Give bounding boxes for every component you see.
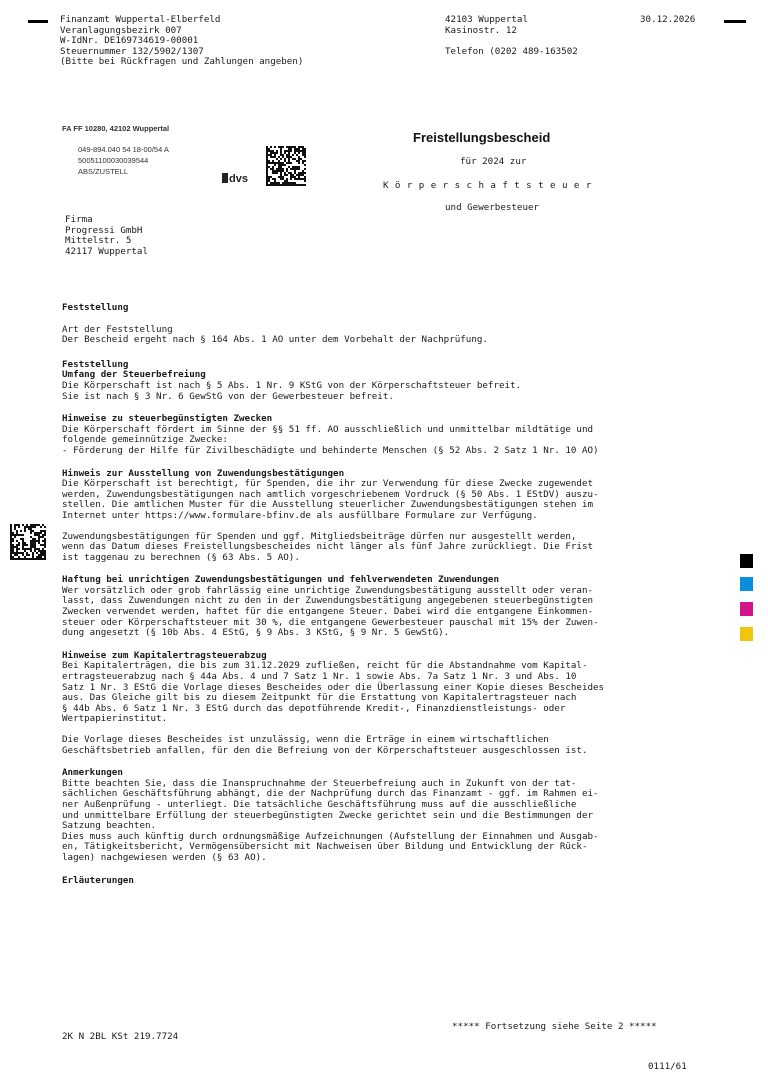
mail-code-line: 049-894.040 54 18-00/54 A [78, 145, 169, 154]
section [62, 414, 722, 456]
tax-office-block [60, 15, 303, 68]
tax-office-line: Veranlagungsbezirk 007 [60, 24, 182, 36]
mail-block [78, 144, 169, 177]
text-line: steuer oder Körperschaftsteuer mit 30 %, die entgangene Gewerbesteuer pauschal mit 15% der Zuwen- [62, 616, 599, 628]
document-title: Freistellungsbescheid [413, 130, 551, 145]
section-heading: Hinweise zu steuerbegünstigten Zwecken [62, 413, 273, 425]
tax-office-line: (Bitte bei Rückfragen und Zahlungen angeben) [60, 56, 304, 68]
section [62, 876, 722, 887]
section [62, 303, 722, 346]
text-line: Dies muss auch künftig durch ordnungsmäßige Aufzeichnungen (Aufstellung der Einnahmen und Ausgab- [62, 830, 599, 842]
text-line: en, Tätigkeitsbericht, Vermögensübersicht mit Nachweisen über Bildung und Entwicklung der Rück- [62, 841, 588, 853]
text-line: Geschäftsbetrieb anfallen, für den die Befreiung von der Körperschaftsteuer ausgeschlossen ist. [62, 744, 588, 756]
side-datamatrix-code [10, 524, 46, 560]
document-body [62, 303, 722, 886]
color-mark-cyan [740, 577, 753, 591]
paragraph [62, 479, 722, 521]
paragraph [62, 381, 722, 402]
text-line: lagen) nachgewiesen werden (§ 63 AO). [62, 851, 267, 863]
paragraph [62, 532, 722, 564]
text-line: § 44b Abs. 6 Satz 1 Nr. 3 EStG durch das depotführende Kredit-, Finanzdienstleistungs- oder [62, 702, 566, 714]
address-city: 42103 Wuppertal [445, 14, 528, 25]
recipient-address [65, 215, 148, 257]
datamatrix-code [266, 146, 306, 186]
registration-mark-top-right [724, 20, 746, 23]
text-line: folgende gemeinnützige Zwecke: [62, 434, 228, 446]
text-line: wenn das Datum dieses Freistellungsbescheides nicht länger als fünf Jahre zurückliegt. Die Frist [62, 541, 594, 553]
title-year: für 2024 zur [460, 156, 527, 167]
section-heading: Feststellung [62, 358, 129, 370]
phone-number: Telefon (0202 489-163502 [445, 45, 578, 57]
section [62, 575, 722, 639]
text-line: Wertpapierinstitut. [62, 713, 168, 725]
section [62, 651, 722, 756]
text-line: Die Körperschaft ist berechtigt, für Spenden, die ihr zur Verwendung für diese Zwecke zugewendet [62, 478, 594, 490]
text-line: und unmittelbare Erfüllung der steuerbegünstigten Zwecke gerichtet sein und die Bestimmungen der [62, 809, 594, 821]
document-date: 30.12.2026 [640, 14, 696, 25]
color-mark-yellow [740, 627, 753, 641]
title-tax-corporate: Körperschaftsteuer [383, 180, 598, 191]
paragraph [62, 586, 722, 639]
text-line: lasst, dass Zuwendungen nicht zu den in der Zuwendungsbestätigung angegebenen steuerbegünstigten [62, 595, 594, 607]
sender-line: FA FF 10280, 42102 Wuppertal [62, 124, 170, 133]
section-heading: Anmerkungen [62, 767, 123, 779]
text-line: Wer vorsätzlich oder grob fahrlässig eine unrichtige Zuwendungsbestätigung ausstellt oder veran- [62, 584, 594, 596]
mail-code-line: 50051100030039544 [78, 156, 149, 165]
address-street: Kasinostr. 12 [445, 24, 517, 36]
section [62, 469, 722, 564]
text-line: stellen. Die amtlichen Muster für die Ausstellung steuerlicher Zuwendungsbestätigungen stehen im [62, 499, 594, 511]
continuation-note: ***** Fortsetzung siehe Seite 2 ***** [452, 1021, 657, 1032]
title-tax-trade: und Gewerbesteuer [445, 202, 540, 213]
text-line: Die Körperschaft ist nach § 5 Abs. 1 Nr. 9 KStG von der Körperschaftsteuer befreit. [62, 379, 522, 391]
section-subheading: Umfang der Steuerbefreiung [62, 369, 206, 381]
page-code: 0111/61 [648, 1061, 687, 1072]
footer-reference: 2K N 2BL KSt 219.7724 [62, 1031, 179, 1042]
text-line: dung angesetzt (§ 10b Abs. 4 EStG, § 9 Abs. 3 KStG, § 9 Nr. 5 GewStG). [62, 627, 450, 639]
text-line: Sie ist nach § 3 Nr. 6 GewStG von der Gewerbesteuer befreit. [62, 390, 394, 402]
dvs-logo-mark [222, 173, 228, 183]
section-heading: Erläuterungen [62, 874, 134, 886]
paragraph [62, 661, 722, 725]
recipient-line: Progressi GmbH [65, 224, 143, 236]
color-mark-magenta [740, 602, 753, 616]
section [62, 360, 722, 402]
section-heading: Hinweise zum Kapitalertragsteuerabzug [62, 649, 267, 661]
text-line: Satzung beachten. [62, 820, 157, 832]
section-heading: Haftung bei unrichtigen Zuwendungsbestätigungen und fehlverwendeten Zuwendungen [62, 574, 499, 586]
registration-mark-top-left [28, 20, 48, 23]
text-line: Art der Feststellung [62, 323, 173, 335]
text-line: Der Bescheid ergeht nach § 164 Abs. 1 AO unter dem Vorbehalt der Nachprüfung. [62, 334, 488, 346]
paragraph [62, 325, 722, 346]
text-line: werden, Zuwendungsbestätigungen nach amtlich vorgeschriebenem Vordruck (§ 50 Abs. 1 EStDV) auszu- [62, 488, 599, 500]
recipient-line: Firma [65, 214, 93, 225]
tax-office-line: W-IdNr. DE169734619-00001 [60, 35, 199, 47]
recipient-line: 42117 Wuppertal [65, 245, 148, 257]
text-line: Bei Kapitalerträgen, die bis zum 31.12.2029 zufließen, reicht für die Abstandnahme vom Kapital- [62, 660, 588, 672]
paragraph [62, 425, 722, 457]
text-line: ertragsteuerabzug nach § 44a Abs. 4 und 7 Satz 1 Nr. 1 sowie Abs. 7a Satz 1 Nr. 3 und Abs. 10 [62, 671, 577, 683]
text-line: Zwecken verwendet werden, haftet für die entgangene Steuer. Dabei wird die entgangene Einkommen- [62, 606, 594, 618]
text-line: Die Körperschaft fördert im Sinne der §§ 51 ff. AO ausschließlich und unmittelbar mildtätige und [62, 423, 594, 435]
section-heading: Hinweis zur Ausstellung von Zuwendungsbestätigungen [62, 467, 345, 479]
text-line: - Förderung der Hilfe für Zivilbeschädigte und behinderte Menschen (§ 52 Abs. 2 Satz 1 Nr. 10 AO) [62, 444, 599, 456]
text-line: Satz 1 Nr. 3 EStG die Vorlage dieses Bescheides oder die Überlassung einer Kopie dieses Bescheides [62, 681, 605, 693]
tax-office-address [445, 15, 578, 57]
text-line: Zuwendungsbestätigungen für Spenden und ggf. Mitgliedsbeiträge dürfen nur ausgestellt werden, [62, 530, 577, 542]
section [62, 768, 722, 863]
text-line: ist taggenau zu berechnen (§ 63 Abs. 5 AO). [62, 551, 300, 563]
section-heading: Feststellung [62, 302, 129, 313]
dvs-logo: dvs [222, 173, 248, 185]
text-line: sächlichen Geschäftsführung abhängt, die der Nachprüfung durch das Finanzamt - ggf. im Rahmen ei- [62, 788, 599, 800]
text-line: ner Außenprüfung - unterliegt. Die tatsächliche Geschäftsführung muss auf die ausschließliche [62, 798, 577, 810]
tax-office-line: Finanzamt Wuppertal-Elberfeld [60, 14, 221, 25]
tax-office-line: Steuernummer 132/5902/1307 [60, 45, 204, 57]
recipient-line: Mittelstr. 5 [65, 235, 132, 247]
mail-code-line: ABS/ZUSTELL [78, 167, 129, 176]
paragraph [62, 779, 722, 864]
text-line: aus. Das Gleiche gilt bis zu diesem Zeitpunkt für die Erstattung von Kapitalertragsteuer nach [62, 692, 577, 704]
text-line: Internet unter https://www.formulare-bfinv.de als ausfüllbare Formulare zur Verfügung. [62, 509, 538, 521]
color-mark-black [740, 554, 753, 568]
text-line: Die Vorlage dieses Bescheides ist unzulässig, wenn die Erträge in einem wirtschaftlichen [62, 734, 549, 745]
paragraph [62, 735, 722, 756]
text-line: Bitte beachten Sie, dass die Inanspruchnahme der Steuerbefreiung auch in Zukunft von der tat- [62, 777, 577, 789]
